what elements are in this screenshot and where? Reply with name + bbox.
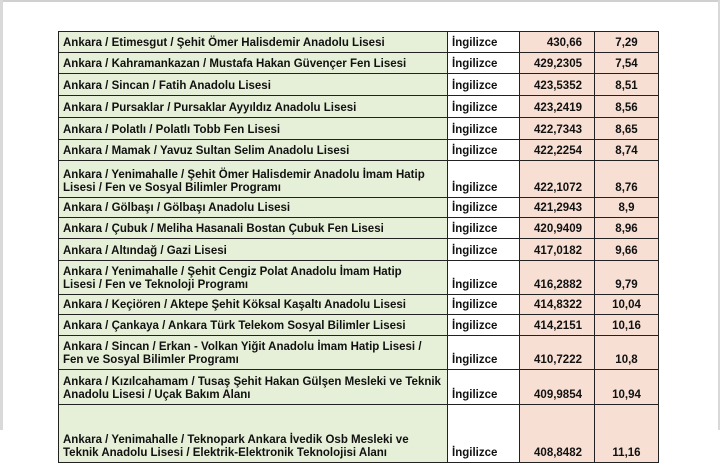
school-name: Ankara / Çubuk / Meliha Hasanali Bostan Çubuk Fen Lisesi [59,218,448,239]
school-name: Ankara / Sincan / Fatih Anadolu Lisesi [59,74,448,96]
table-row [59,118,659,140]
school-name [59,370,448,405]
table-row [59,315,659,336]
score: 422,7343 [520,118,595,140]
percentile: 10,04 [595,295,659,315]
score: 422,1072 [520,161,595,198]
percentile: 8,51 [595,74,659,96]
table-row [59,53,659,74]
percentile: 8,65 [595,118,659,140]
page-edge-left [0,0,3,430]
score: 421,2943 [520,198,595,218]
score: 430,66 [520,32,595,53]
percentile: 8,96 [595,218,659,239]
language: İngilizce [448,74,520,96]
school-name: Ankara / Keçiören / Aktepe Şehit Köksal Kaşaltı Anadolu Lisesi [59,295,448,315]
table-row [59,140,659,161]
school-name: Ankara / Pursaklar / Pursaklar Ayyıldız Anadolu Lisesi [59,96,448,118]
table-row [59,74,659,96]
school-name [59,336,448,370]
table-row [59,161,659,198]
school-score-table [58,31,659,463]
percentile: 10,8 [595,336,659,370]
table-row [59,239,659,261]
school-name-line: Anadolu Lisesi / Uçak Bakım Alanı [63,389,251,401]
language: İngilizce [448,161,520,198]
school-name-line: Teknik Anadolu Lisesi / Elektrik-Elektronik Teknolojisi Alanı [63,447,387,459]
school-name: Ankara / Etimesgut / Şehit Ömer Halisdemir Anadolu Lisesi [59,32,448,53]
score: 423,5352 [520,74,595,96]
language: İngilizce [448,218,520,239]
language: İngilizce [448,315,520,336]
percentile: 7,29 [595,32,659,53]
language: İngilizce [448,405,520,463]
school-name: Ankara / Mamak / Yavuz Sultan Selim Anadolu Lisesi [59,140,448,161]
score: 408,8482 [520,405,595,463]
language: İngilizce [448,53,520,74]
percentile: 9,66 [595,239,659,261]
percentile: 10,16 [595,315,659,336]
percentile: 8,76 [595,161,659,198]
school-name: Ankara / Kahramankazan / Mustafa Hakan Güvençer Fen Lisesi [59,53,448,74]
language: İngilizce [448,261,520,295]
school-name-line: Lisesi / Fen ve Sosyal Bilimler Programı [63,182,281,194]
table-row [59,370,659,405]
page-edge-top [0,0,720,2]
score: 409,9854 [520,370,595,405]
school-name-line: Ankara / Sincan / Erkan - Volkan Yiğit Anadolu İmam Hatip Lisesi / [63,341,422,353]
table-row [59,295,659,315]
school-name: Ankara / Polatlı / Polatlı Tobb Fen Lisesi [59,118,448,140]
school-name-line: Ankara / Yenimahalle / Teknopark Ankara İvedik Osb Mesleki ve [63,434,409,446]
score: 423,2419 [520,96,595,118]
language: İngilizce [448,295,520,315]
score: 422,2254 [520,140,595,161]
table-row [59,96,659,118]
school-name: Ankara / Gölbaşı / Gölbaşı Anadolu Lisesi [59,198,448,218]
score: 420,9409 [520,218,595,239]
percentile: 9,79 [595,261,659,295]
school-name-line: Fen ve Sosyal Bilimler Programı [63,354,239,366]
score: 414,2151 [520,315,595,336]
school-name-line: Ankara / Yenimahalle / Şehit Ömer Halisdemir Anadolu İmam Hatip [63,169,425,181]
language: İngilizce [448,96,520,118]
school-name-line: Ankara / Kızılcahamam / Tusaş Şehit Hakan Gülşen Mesleki ve Teknik [63,376,441,388]
table-row [59,218,659,239]
school-name [59,261,448,295]
percentile: 7,54 [595,53,659,74]
percentile: 8,74 [595,140,659,161]
language: İngilizce [448,118,520,140]
school-name: Ankara / Altındağ / Gazi Lisesi [59,239,448,261]
score: 429,2305 [520,53,595,74]
percentile: 8,56 [595,96,659,118]
language: İngilizce [448,32,520,53]
school-name [59,405,448,463]
school-name: Ankara / Çankaya / Ankara Türk Telekom Sosyal Bilimler Lisesi [59,315,448,336]
score: 416,2882 [520,261,595,295]
score: 410,7222 [520,336,595,370]
table-row [59,336,659,370]
table-row [59,32,659,53]
language: İngilizce [448,140,520,161]
percentile: 11,16 [595,405,659,463]
language: İngilizce [448,336,520,370]
percentile: 8,9 [595,198,659,218]
language: İngilizce [448,239,520,261]
language: İngilizce [448,198,520,218]
school-name-line: Lisesi / Fen ve Teknoloji Programı [63,279,249,291]
school-name [59,161,448,198]
school-name-line: Ankara / Yenimahalle / Şehit Cengiz Polat Anadolu İmam Hatip [63,266,402,278]
table-row [59,198,659,218]
language: İngilizce [448,370,520,405]
table-row [59,261,659,295]
table-row [59,405,659,463]
percentile: 10,94 [595,370,659,405]
score: 417,0182 [520,239,595,261]
score: 414,8322 [520,295,595,315]
